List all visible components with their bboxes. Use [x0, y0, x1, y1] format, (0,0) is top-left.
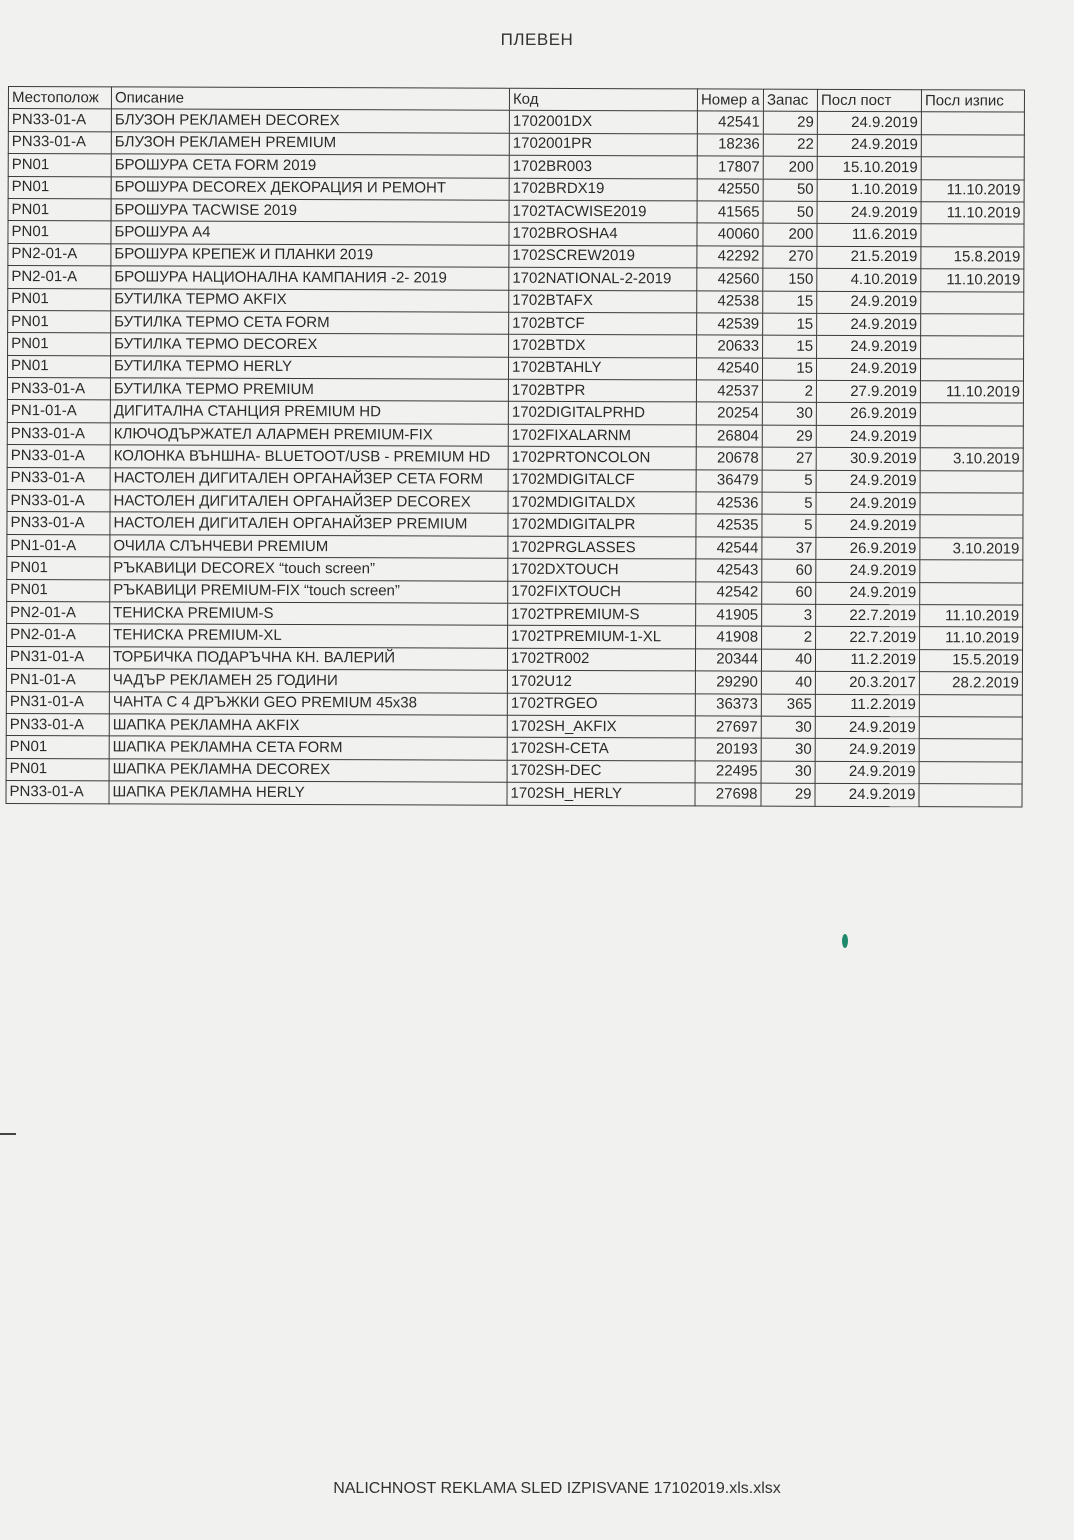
cell-last-issue	[921, 134, 1024, 157]
cell-code: 1702SCREW2019	[509, 245, 697, 268]
cell-description: ШАПКА РЕКЛАМНА HERLY	[109, 781, 507, 805]
cell-description: БРОШУРА CETA FORM 2019	[111, 154, 509, 178]
cell-last-receipt: 11.2.2019	[815, 649, 919, 672]
table-body	[6, 109, 1024, 807]
cell-description: ШАПКА РЕКЛАМНА CETA FORM	[109, 736, 507, 760]
cell-number: 40060	[697, 223, 763, 246]
cell-location: PN01	[8, 333, 111, 356]
cell-number: 42542	[696, 581, 762, 604]
cell-last-receipt: 11.6.2019	[817, 224, 921, 247]
cell-description: НАСТОЛЕН ДИГИТАЛЕН ОРГАНАЙЗЕР CETA FORM	[110, 467, 508, 491]
cell-last-issue	[920, 403, 1023, 426]
cell-last-issue	[921, 314, 1024, 337]
cell-number: 18236	[697, 134, 763, 157]
cell-last-issue	[919, 761, 1022, 784]
cell-last-issue	[920, 493, 1023, 516]
header-description: Описание	[111, 87, 509, 111]
cell-number: 26804	[696, 425, 762, 448]
cell-number: 42539	[697, 313, 763, 336]
cell-code: 1702SH_HERLY	[507, 782, 695, 805]
cell-code: 1702PRGLASSES	[508, 536, 696, 559]
cell-stock: 150	[763, 268, 817, 291]
cell-last-receipt: 24.9.2019	[817, 336, 921, 359]
cell-code: 1702MDIGITALPR	[508, 514, 696, 537]
cell-last-issue: 11.10.2019	[921, 202, 1024, 225]
cell-location: PN01	[7, 355, 110, 378]
cell-location: PN2-01-A	[8, 266, 111, 289]
cell-location: PN1-01-A	[7, 400, 110, 423]
cell-last-receipt: 21.5.2019	[817, 246, 921, 269]
cell-last-issue	[921, 112, 1024, 135]
cell-last-issue	[921, 336, 1024, 359]
cell-description: ТОРБИЧКА ПОДАРЪЧНА КН. ВАЛЕРИЙ	[109, 647, 507, 671]
cell-location: PN01	[8, 288, 111, 311]
cell-code: 1702SH_AKFIX	[507, 715, 695, 738]
ink-dash	[0, 1133, 16, 1135]
cell-stock: 29	[762, 425, 816, 448]
cell-description: БУТИЛКА ТЕРМО DECOREX	[111, 333, 509, 357]
cell-location: PN1-01-A	[6, 669, 109, 692]
cell-description: БУТИЛКА ТЕРМО AKFIX	[111, 288, 509, 312]
cell-stock: 29	[763, 112, 817, 135]
cell-number: 20633	[697, 335, 763, 358]
header-location: Местополож	[8, 87, 111, 110]
cell-number: 41905	[696, 604, 762, 627]
cell-location: PN01	[8, 154, 111, 177]
cell-last-issue: 15.8.2019	[921, 246, 1024, 269]
cell-last-receipt: 22.7.2019	[816, 604, 920, 627]
cell-last-receipt: 30.9.2019	[816, 448, 920, 471]
cell-location: PN01	[6, 736, 109, 759]
cell-stock: 30	[762, 403, 816, 426]
cell-number: 36479	[696, 470, 762, 493]
cell-last-issue	[919, 717, 1022, 740]
cell-code: 1702BR003	[509, 155, 697, 178]
cell-code: 1702001DX	[509, 111, 697, 134]
cell-last-issue: 11.10.2019	[921, 269, 1024, 292]
cell-location: PN31-01-A	[6, 691, 109, 714]
cell-code: 1702TRGEO	[507, 693, 695, 716]
cell-last-receipt: 24.9.2019	[817, 112, 921, 135]
cell-stock: 270	[763, 246, 817, 269]
cell-number: 20344	[695, 649, 761, 672]
cell-code: 1702TR002	[507, 648, 695, 671]
cell-stock: 50	[763, 201, 817, 224]
cell-description: РЪКАВИЦИ DECOREX “touch screen”	[110, 557, 508, 581]
cell-last-issue	[920, 358, 1023, 381]
cell-code: 1702TPREMIUM-1-XL	[508, 626, 696, 649]
cell-description: ТЕНИСКА PREMIUM-S	[110, 602, 508, 626]
cell-location: PN33-01-A	[7, 445, 110, 468]
cell-number: 42544	[696, 537, 762, 560]
cell-location: PN01	[7, 579, 110, 602]
cell-code: 1702SH-DEC	[507, 760, 695, 783]
cell-stock: 40	[761, 649, 815, 672]
page-title: ПЛЕВЕН	[500, 30, 574, 49]
cell-description: ШАПКА РЕКЛАМНА AKFIX	[109, 714, 507, 738]
cell-last-issue	[919, 739, 1022, 762]
cell-description: БРОШУРА A4	[111, 221, 509, 245]
cell-stock: 30	[761, 716, 815, 739]
cell-number: 42292	[697, 246, 763, 269]
cell-description: ТЕНИСКА PREMIUM-XL	[110, 624, 508, 648]
cell-stock: 5	[762, 492, 816, 515]
cell-stock: 50	[763, 179, 817, 202]
cell-location: PN33-01-A	[8, 131, 111, 154]
cell-location: PN33-01-A	[7, 467, 110, 490]
cell-code: 1702BRDX19	[509, 178, 697, 201]
cell-number: 42560	[697, 268, 763, 291]
cell-last-issue	[920, 426, 1023, 449]
cell-number: 42538	[697, 290, 763, 313]
cell-code: 1702BTAFX	[509, 290, 697, 313]
cell-stock: 40	[761, 671, 815, 694]
cell-location: PN2-01-A	[7, 624, 110, 647]
cell-number: 29290	[695, 671, 761, 694]
cell-last-receipt: 4.10.2019	[817, 268, 921, 291]
cell-last-issue: 3.10.2019	[920, 448, 1023, 471]
cell-last-receipt: 24.9.2019	[816, 560, 920, 583]
cell-code: 1702FIXALARNM	[508, 424, 696, 447]
cell-number: 41908	[696, 626, 762, 649]
cell-last-receipt: 26.9.2019	[816, 537, 920, 560]
cell-stock: 30	[761, 761, 815, 784]
cell-last-receipt: 24.9.2019	[816, 425, 920, 448]
cell-code: 1702U12	[507, 670, 695, 693]
cell-stock: 15	[763, 291, 817, 314]
cell-stock: 365	[761, 694, 815, 717]
cell-code: 1702BTAHLY	[508, 357, 696, 380]
cell-description: ЧАДЪР РЕКЛАМЕН 25 ГОДИНИ	[109, 669, 507, 693]
cell-description: ОЧИЛА СЛЪНЧЕВИ PREMIUM	[110, 535, 508, 559]
cell-last-receipt: 24.9.2019	[816, 358, 920, 381]
cell-code: 1702TACWISE2019	[509, 200, 697, 223]
cell-code: 1702MDIGITALDX	[508, 491, 696, 514]
cell-last-issue	[919, 694, 1022, 717]
cell-location: PN1-01-A	[7, 534, 110, 557]
cell-location: PN33-01-A	[7, 378, 110, 401]
cell-last-issue: 28.2.2019	[919, 672, 1022, 695]
cell-last-receipt: 24.9.2019	[816, 470, 920, 493]
cell-last-issue	[921, 291, 1024, 314]
cell-last-issue: 11.10.2019	[920, 381, 1023, 404]
cell-last-receipt: 24.9.2019	[815, 716, 919, 739]
cell-code: 1702BTCF	[509, 312, 697, 335]
cell-code: 1702001PR	[509, 133, 697, 156]
cell-last-receipt: 24.9.2019	[817, 134, 921, 157]
cell-number: 27698	[695, 783, 761, 806]
cell-last-issue: 11.10.2019	[920, 627, 1023, 650]
cell-description: ДИГИТАЛНА СТАНЦИЯ PREMIUM HD	[110, 400, 508, 424]
cell-location: PN33-01-A	[7, 422, 110, 445]
cell-last-receipt: 24.9.2019	[815, 739, 919, 762]
cell-stock: 22	[763, 134, 817, 157]
cell-last-receipt: 1.10.2019	[817, 179, 921, 202]
cell-number: 20678	[696, 447, 762, 470]
header-last-issue: Посл изпис	[921, 90, 1024, 113]
cell-stock: 5	[762, 470, 816, 493]
cell-number: 42535	[696, 514, 762, 537]
cell-last-issue	[921, 157, 1024, 180]
cell-description: КЛЮЧОДЪРЖАТЕЛ АЛАРМЕН PREMIUM-FIX	[110, 423, 508, 447]
cell-last-receipt: 24.9.2019	[817, 291, 921, 314]
cell-description: БРОШУРА НАЦИОНАЛНА КАМПАНИЯ -2- 2019	[111, 266, 509, 290]
cell-code: 1702MDIGITALCF	[508, 469, 696, 492]
cell-location: PN01	[8, 310, 111, 333]
cell-location: PN33-01-A	[7, 490, 110, 513]
cell-number: 17807	[697, 156, 763, 179]
cell-location: PN01	[8, 176, 111, 199]
cell-last-issue	[920, 515, 1023, 538]
cell-description: БРОШУРА TACWISE 2019	[111, 199, 509, 223]
cell-stock: 27	[762, 447, 816, 470]
cell-last-receipt: 15.10.2019	[817, 156, 921, 179]
cell-number: 41565	[697, 201, 763, 224]
cell-number: 20254	[696, 402, 762, 425]
cell-last-receipt: 27.9.2019	[816, 380, 920, 403]
cell-location: PN01	[8, 198, 111, 221]
header-number: Номер а	[697, 89, 763, 112]
cell-last-receipt: 20.3.2017	[815, 671, 919, 694]
cell-stock: 15	[763, 313, 817, 336]
cell-description: БРОШУРА DECOREX ДЕКОРАЦИЯ И РЕМОНТ	[111, 176, 509, 200]
cell-code: 1702PRTONCOLON	[508, 446, 696, 469]
cell-last-receipt: 24.9.2019	[817, 201, 921, 224]
cell-description: БУТИЛКА ТЕРМО PREMIUM	[110, 378, 508, 402]
cell-location: PN31-01-A	[6, 646, 109, 669]
cell-stock: 37	[762, 537, 816, 560]
cell-number: 42540	[696, 358, 762, 381]
cell-number: 42541	[697, 111, 763, 134]
cell-stock: 15	[763, 335, 817, 358]
cell-stock: 30	[761, 738, 815, 761]
cell-last-receipt: 24.9.2019	[816, 492, 920, 515]
cell-stock: 200	[763, 223, 817, 246]
cell-number: 36373	[695, 693, 761, 716]
cell-description: КОЛОНКА ВЪНШНА- BLUETOOT/USB - PREMIUM HD	[110, 445, 508, 469]
cell-description: НАСТОЛЕН ДИГИТАЛЕН ОРГАНАЙЗЕР DECOREX	[110, 490, 508, 514]
stock-table	[5, 86, 1024, 807]
cell-last-receipt: 26.9.2019	[816, 403, 920, 426]
cell-description: ШАПКА РЕКЛАМНА DECOREX	[109, 759, 507, 783]
file-name-footer: NALICHNOST REKLAMA SLED IZPISVANE 17102019.xls.xlsx	[333, 1480, 781, 1497]
cell-description: БЛУЗОН РЕКЛАМЕН DECOREX	[111, 109, 509, 133]
cell-code: 1702BTPR	[508, 379, 696, 402]
cell-description: БЛУЗОН РЕКЛАМЕН PREMIUM	[111, 132, 509, 156]
cell-last-issue: 3.10.2019	[920, 537, 1023, 560]
cell-location: PN01	[7, 557, 110, 580]
cell-code: 1702SH-CETA	[507, 738, 695, 761]
cell-code: 1702NATIONAL-2-2019	[509, 267, 697, 290]
cell-last-issue: 11.10.2019	[921, 179, 1024, 202]
cell-code: 1702DIGITALPRHD	[508, 402, 696, 425]
cell-stock: 200	[763, 156, 817, 179]
cell-last-issue: 11.10.2019	[920, 605, 1023, 628]
cell-location: PN33-01-A	[8, 109, 111, 132]
cell-location: PN2-01-A	[8, 243, 111, 266]
cell-description: ЧАНТА С 4 ДРЪЖКИ GEO PREMIUM 45x38	[109, 691, 507, 715]
cell-last-receipt: 22.7.2019	[816, 627, 920, 650]
cell-last-issue	[920, 582, 1023, 605]
cell-description: БРОШУРА КРЕПЕЖ И ПЛАНКИ 2019	[111, 244, 509, 268]
header-last-receipt: Посл пост	[817, 89, 921, 112]
cell-stock: 2	[762, 627, 816, 650]
cell-number: 22495	[695, 761, 761, 784]
cell-description: РЪКАВИЦИ PREMIUM-FIX “touch screen”	[110, 579, 508, 603]
cell-last-issue	[920, 560, 1023, 583]
cell-last-receipt: 24.9.2019	[816, 515, 920, 538]
cell-code: 1702TPREMIUM-S	[508, 603, 696, 626]
cell-code: 1702FIXTOUCH	[508, 581, 696, 604]
cell-number: 42537	[696, 380, 762, 403]
cell-stock: 15	[762, 358, 816, 381]
cell-location: PN2-01-A	[7, 601, 110, 624]
cell-code: 1702BROSHA4	[509, 223, 697, 246]
header-code: Код	[509, 88, 697, 111]
cell-location: PN33-01-A	[7, 512, 110, 535]
cell-stock: 29	[761, 783, 815, 806]
cell-stock: 2	[762, 380, 816, 403]
cell-number: 42536	[696, 492, 762, 515]
ink-dot	[842, 934, 848, 948]
cell-last-receipt: 24.9.2019	[816, 582, 920, 605]
cell-location: PN01	[8, 221, 111, 244]
cell-description: БУТИЛКА ТЕРМО HERLY	[110, 356, 508, 380]
cell-location: PN33-01-A	[6, 781, 109, 804]
cell-number: 27697	[695, 716, 761, 739]
cell-number: 42550	[697, 178, 763, 201]
cell-last-receipt: 24.9.2019	[815, 761, 919, 784]
cell-code: 1702DXTOUCH	[508, 558, 696, 581]
cell-number: 42543	[696, 559, 762, 582]
cell-last-issue: 15.5.2019	[919, 649, 1022, 672]
cell-stock: 3	[762, 604, 816, 627]
table-row	[6, 781, 1022, 807]
cell-last-issue	[919, 784, 1022, 807]
header-stock: Запас	[763, 89, 817, 112]
cell-last-issue	[921, 224, 1024, 247]
cell-last-receipt: 24.9.2019	[817, 313, 921, 336]
cell-number: 20193	[695, 738, 761, 761]
cell-description: НАСТОЛЕН ДИГИТАЛЕН ОРГАНАЙЗЕР PREMIUM	[110, 512, 508, 536]
cell-last-receipt: 11.2.2019	[815, 694, 919, 717]
cell-location: PN01	[6, 758, 109, 781]
cell-description: БУТИЛКА ТЕРМО CETA FORM	[111, 311, 509, 335]
cell-stock: 60	[762, 582, 816, 605]
cell-last-issue	[920, 470, 1023, 493]
cell-stock: 5	[762, 515, 816, 538]
cell-code: 1702BTDX	[509, 335, 697, 358]
cell-stock: 60	[762, 559, 816, 582]
cell-last-receipt: 24.9.2019	[815, 783, 919, 806]
cell-location: PN33-01-A	[6, 713, 109, 736]
